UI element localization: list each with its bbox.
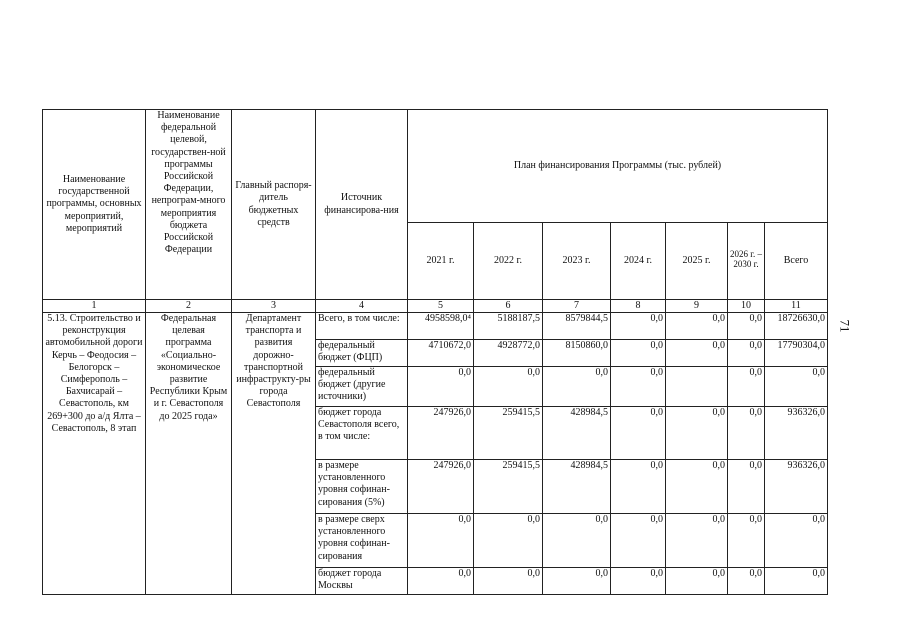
page-number: 71 [837, 319, 853, 333]
header-federal-program: Наименование федеральной целевой, государствен-ной программы Российской Федерации, непрограм-много мероприятия бюджета Российской Федерации [146, 110, 232, 300]
column-number: 11 [765, 300, 828, 313]
value-cell: 0,0 [474, 367, 543, 407]
value-cell: 0,0 [611, 367, 666, 407]
header-year: 2022 г. [474, 223, 543, 300]
source-label: Всего, в том числе: [316, 313, 408, 340]
value-cell: 0,0 [543, 568, 611, 595]
value-cell: 0,0 [611, 568, 666, 595]
value-cell: 0,0 [474, 514, 543, 568]
column-number: 5 [408, 300, 474, 313]
value-cell: 0,0 [728, 568, 765, 595]
budget-distributor: Департамент транспорта и развития дорожно-транспортной инфраструкту-ры города Севастополя [232, 313, 316, 595]
header-total: Всего [765, 223, 828, 300]
value-cell: 4928772,0 [474, 340, 543, 367]
value-cell: 0,0 [611, 514, 666, 568]
value-cell: 5188187,5 [474, 313, 543, 340]
value-cell: 0,0 [408, 367, 474, 407]
value-cell: 0,0 [408, 514, 474, 568]
value-cell: 428984,5 [543, 407, 611, 460]
value-cell: 0,0 [728, 340, 765, 367]
value-cell: 0,0 [728, 407, 765, 460]
column-number: 3 [232, 300, 316, 313]
value-cell: 0,0 [728, 367, 765, 407]
header-year-range: 2026 г. – 2030 г. [730, 249, 762, 270]
value-cell: 18726630,0 [765, 313, 828, 340]
value-cell: 0,0 [666, 340, 728, 367]
value-cell: 0,0 [728, 460, 765, 514]
value-cell: 0,0 [666, 460, 728, 514]
value-cell: 0,0 [666, 407, 728, 460]
header-year [728, 223, 765, 300]
column-number: 9 [666, 300, 728, 313]
value-cell: 0,0 [728, 313, 765, 340]
source-label: бюджет города Севастополя всего, в том числе: [316, 407, 408, 460]
value-cell: 0,0 [611, 460, 666, 514]
column-number: 10 [728, 300, 765, 313]
value-cell: 0,0 [666, 514, 728, 568]
header-year: 2021 г. [408, 223, 474, 300]
column-number: 1 [43, 300, 146, 313]
value-cell: 0,0 [728, 514, 765, 568]
value-cell: 4958598,0⁴ [408, 313, 474, 340]
source-label: в размере установленного уровня софинан-сирования (5%) [316, 460, 408, 514]
source-label: бюджет города Москвы [316, 568, 408, 595]
table-row-total [43, 313, 828, 340]
column-number: 6 [474, 300, 543, 313]
value-cell: 4710672,0 [408, 340, 474, 367]
financing-table [42, 109, 828, 595]
value-cell: 936326,0 [765, 407, 828, 460]
header-row-1 [43, 110, 828, 223]
header-year: 2023 г. [543, 223, 611, 300]
value-cell: 0,0 [611, 340, 666, 367]
header-financing-plan: План финансирования Программы (тыс. рублей) [408, 110, 828, 223]
value-cell: 0,0 [765, 568, 828, 595]
value-cell: 8150860,0 [543, 340, 611, 367]
value-cell: 259415,5 [474, 460, 543, 514]
value-cell: 8579844,5 [543, 313, 611, 340]
value-cell: 259415,5 [474, 407, 543, 460]
column-number: 2 [146, 300, 232, 313]
column-number: 7 [543, 300, 611, 313]
source-label: федеральный бюджет (другие источники) [316, 367, 408, 407]
header-distributor: Главный распоря-дитель бюджетных средств [232, 110, 316, 300]
header-year: 2024 г. [611, 223, 666, 300]
header-program-name: Наименование государственной программы, основных мероприятий, мероприятий [43, 110, 146, 300]
value-cell: 17790304,0 [765, 340, 828, 367]
value-cell: 0,0 [474, 568, 543, 595]
value-cell: 0,0 [666, 568, 728, 595]
value-cell: 0,0 [543, 367, 611, 407]
value-cell: 0,0 [666, 313, 728, 340]
value-cell: 0,0 [611, 407, 666, 460]
value-cell: 247926,0 [408, 407, 474, 460]
value-cell: 0,0 [408, 568, 474, 595]
value-cell: 936326,0 [765, 460, 828, 514]
value-cell: 0,0 [765, 367, 828, 407]
column-number-row [43, 300, 828, 313]
column-number: 4 [316, 300, 408, 313]
header-year: 2025 г. [666, 223, 728, 300]
value-cell: 428984,5 [543, 460, 611, 514]
column-number: 8 [611, 300, 666, 313]
value-cell: 0,0 [765, 514, 828, 568]
source-label: в размере сверх установленного уровня софинан-сирования [316, 514, 408, 568]
federal-program-name: Федеральная целевая программа «Социально-экономическое развитие Республики Крым и г. Севастополя до 2025 года» [146, 313, 232, 595]
value-cell: 0,0 [543, 514, 611, 568]
measure-name: 5.13. Строительство и реконструкция автомобильной дороги Керчь – Феодосия – Белогорск – Симферополь – Бахчисарай – Севастополь, км 269+300 до а/д Ялта – Севастополь, 8 этап [43, 313, 146, 595]
value-cell [666, 367, 728, 407]
value-cell: 247926,0 [408, 460, 474, 514]
source-label: федеральный бюджет (ФЦП) [316, 340, 408, 367]
value-cell: 0,0 [611, 313, 666, 340]
header-source: Источник финансирова-ния [316, 110, 408, 300]
